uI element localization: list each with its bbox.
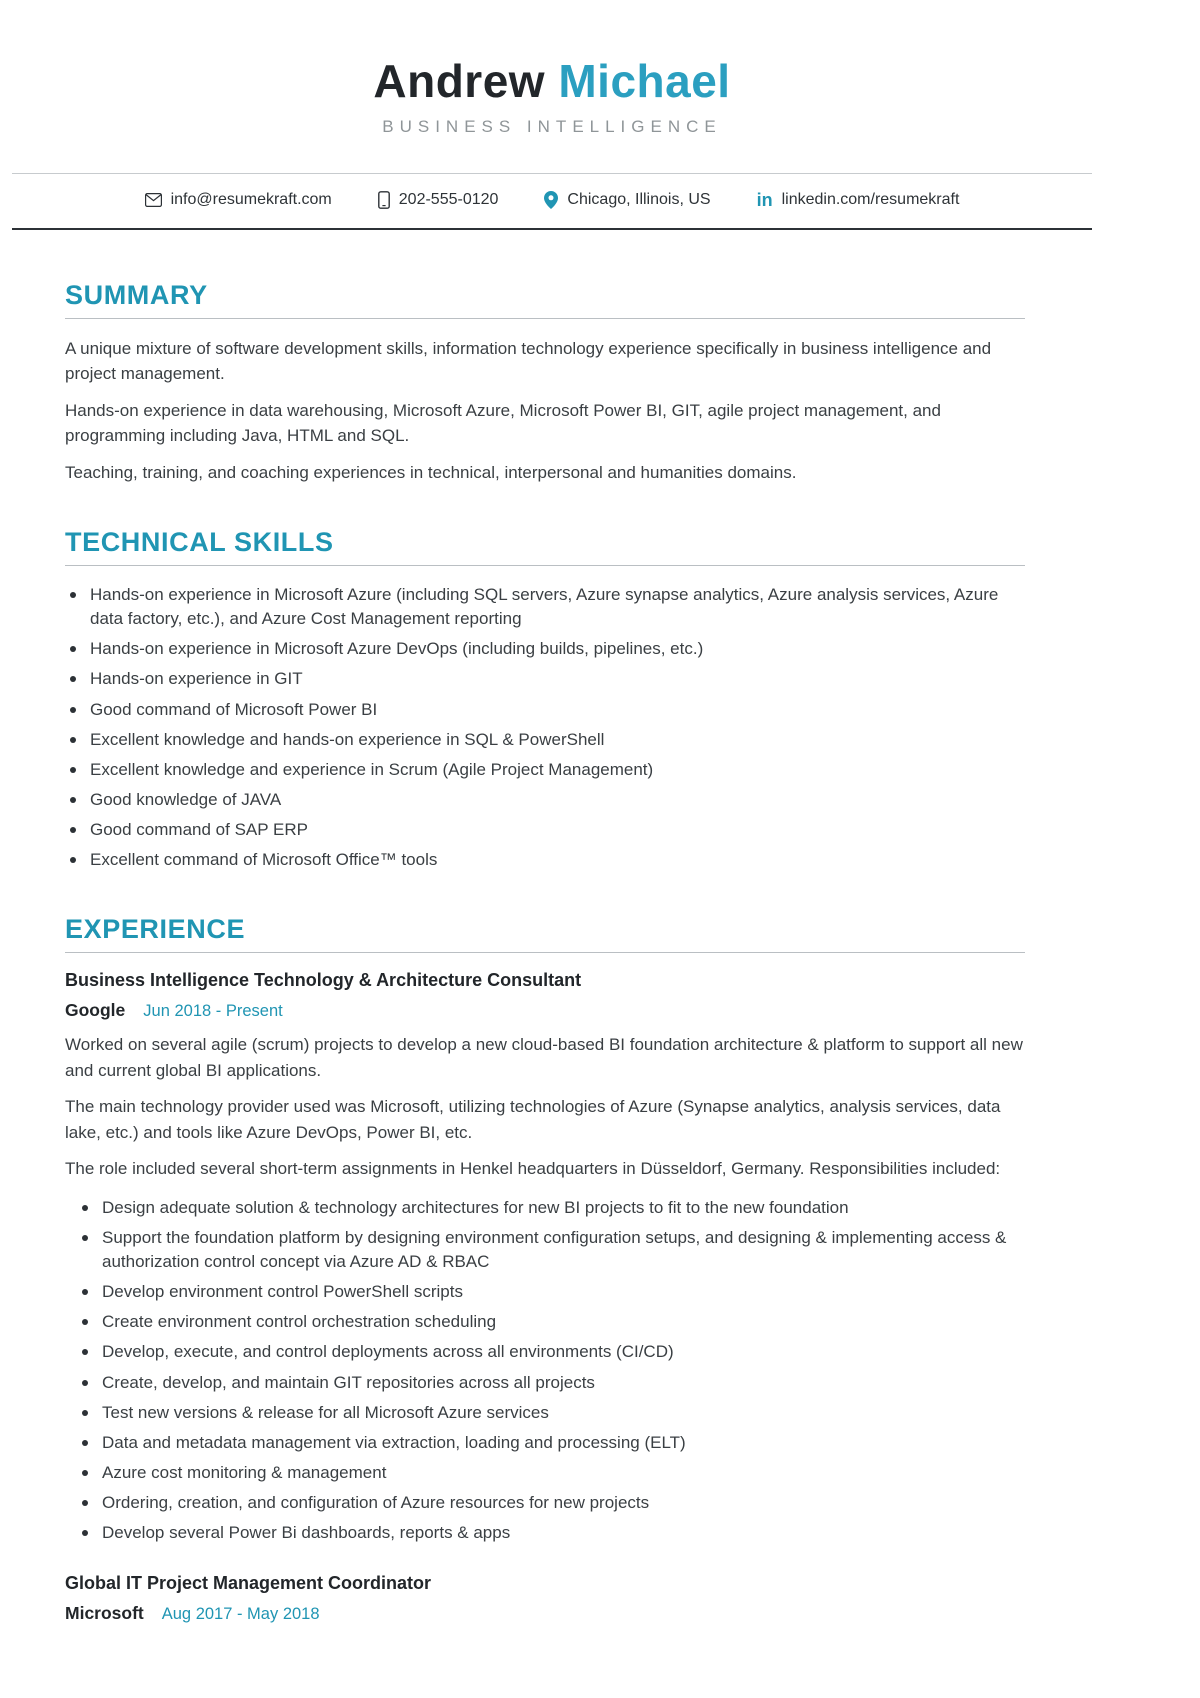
job-bullet: Develop several Power Bi dashboards, reports & apps xyxy=(77,1521,1025,1545)
experience-job xyxy=(65,1573,1025,1624)
summary-paragraph: Teaching, training, and coaching experiences in technical, interpersonal and humanities domains. xyxy=(65,462,797,482)
summary-paragraph: Hands-on experience in data warehousing, Microsoft Azure, Microsoft Power BI, GIT, agile project management, and programming including Java, HTML and SQL. xyxy=(65,400,941,446)
contact-phone-text: 202-555-0120 xyxy=(398,191,499,209)
resume-header xyxy=(12,56,1092,230)
job-bullet: Create environment control orchestration scheduling xyxy=(77,1310,1025,1334)
contact-email-text: info@resumekraft.com xyxy=(170,191,332,209)
job-bullet: Create, develop, and maintain GIT repositories across all projects xyxy=(77,1371,1025,1395)
job-paragraph: Worked on several agile (scrum) projects to develop a new cloud-based BI foundation architecture & platform to support all new and current global BI applications. xyxy=(65,1035,1023,1080)
job-bullet: Test new versions & release for all Microsoft Azure services xyxy=(77,1401,1025,1425)
contact-location-text: Chicago, Illinois, US xyxy=(567,191,711,209)
email-icon xyxy=(145,193,162,207)
job-paragraph: The role included several short-term assignments in Henkel headquarters in Düsseldorf, Germany. Responsibilities included: xyxy=(65,1159,1001,1179)
job-dates: Aug 2017 - May 2018 xyxy=(161,1605,320,1624)
skill-item: Good command of SAP ERP xyxy=(65,818,1025,842)
contact-linkedin-text: linkedin.com/resumekraft xyxy=(781,191,960,209)
job-meta xyxy=(65,1000,1025,1021)
section-rule xyxy=(65,952,1025,953)
skill-item: Hands-on experience in Microsoft Azure DevOps (including builds, pipelines, etc.) xyxy=(65,637,1025,661)
resume-content xyxy=(65,230,1025,1625)
skill-item: Excellent command of Microsoft Office™ tools xyxy=(65,848,1025,872)
job-company: Microsoft xyxy=(65,1603,144,1624)
job-title: Business Intelligence Technology & Architecture Consultant xyxy=(65,970,582,991)
phone-icon xyxy=(378,191,390,209)
job-dates: Jun 2018 - Present xyxy=(143,1002,283,1021)
job-responsibilities-list xyxy=(77,1196,1025,1546)
contact-location xyxy=(544,191,710,209)
candidate-job-title: BUSINESS INTELLIGENCE xyxy=(382,116,722,136)
section-rule xyxy=(65,318,1025,319)
location-pin-icon xyxy=(544,191,558,209)
summary-section-title: SUMMARY xyxy=(65,279,208,310)
job-company: Google xyxy=(65,1000,126,1021)
candidate-first-name: Andrew xyxy=(373,55,546,107)
job-bullet: Develop environment control PowerShell scripts xyxy=(77,1280,1025,1304)
contact-email[interactable] xyxy=(145,191,332,209)
skill-item: Excellent knowledge and hands-on experience in SQL & PowerShell xyxy=(65,728,1025,752)
section-technical-skills xyxy=(65,527,1025,872)
contact-bar xyxy=(12,174,1092,228)
job-bullet: Develop, execute, and control deployments across all environments (CI/CD) xyxy=(77,1340,1025,1364)
skill-item: Hands-on experience in Microsoft Azure (including SQL servers, Azure synapse analytics, Azure analysis services, Azure data factory, etc.), and Azure Cost Management reporting xyxy=(65,583,1025,631)
skill-item: Hands-on experience in GIT xyxy=(65,667,1025,691)
job-bullet: Design adequate solution & technology architectures for new BI projects to fit to the new foundation xyxy=(77,1196,1025,1220)
job-paragraph: The main technology provider used was Microsoft, utilizing technologies of Azure (Synapse analytics, analysis services, data lake, etc.) and tools like Azure DevOps, Power BI, etc. xyxy=(65,1097,1001,1142)
skill-item: Good knowledge of JAVA xyxy=(65,788,1025,812)
linkedin-icon: in xyxy=(756,189,773,210)
job-meta xyxy=(65,1603,1025,1624)
candidate-name xyxy=(12,56,1092,107)
section-experience xyxy=(65,914,1025,1624)
job-bullet: Support the foundation platform by designing environment configuration setups, and designing & implementing access & authorization control concept via Azure AD & RBAC xyxy=(77,1226,1025,1274)
section-summary xyxy=(65,280,1025,486)
experience-job xyxy=(65,970,1025,1545)
job-title: Global IT Project Management Coordinator xyxy=(65,1573,432,1594)
job-bullet: Ordering, creation, and configuration of Azure resources for new projects xyxy=(77,1491,1025,1515)
section-rule xyxy=(65,565,1025,566)
contact-linkedin[interactable] xyxy=(757,190,960,211)
resume-page xyxy=(12,0,1092,1624)
job-bullet: Data and metadata management via extraction, loading and processing (ELT) xyxy=(77,1431,1025,1455)
summary-paragraph: A unique mixture of software development skills, information technology experience specifically in business intelligence and project management. xyxy=(65,338,992,384)
candidate-last-name: Michael xyxy=(558,55,731,107)
contact-phone xyxy=(378,191,499,209)
skills-list xyxy=(65,583,1025,872)
experience-section-title: EXPERIENCE xyxy=(65,914,246,945)
skill-item: Excellent knowledge and experience in Scrum (Agile Project Management) xyxy=(65,758,1025,782)
skill-item: Good command of Microsoft Power BI xyxy=(65,698,1025,722)
skills-section-title: TECHNICAL SKILLS xyxy=(65,527,334,558)
job-bullet: Azure cost monitoring & management xyxy=(77,1461,1025,1485)
